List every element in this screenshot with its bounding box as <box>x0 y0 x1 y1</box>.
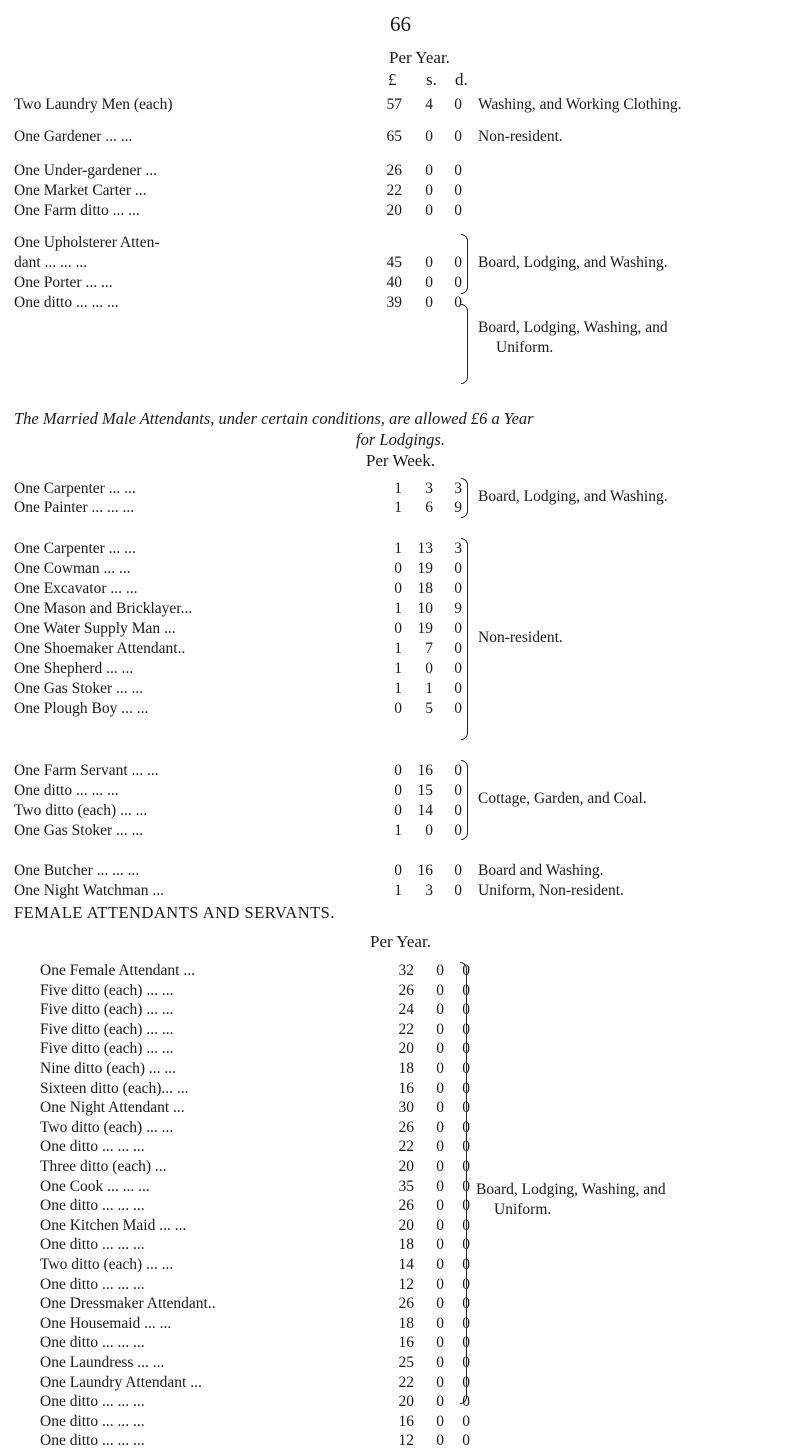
table-row <box>0 274 801 294</box>
row-label: Five ditto (each) ... ... <box>40 1001 174 1019</box>
pence-value: 0 <box>454 862 462 879</box>
pence-value: 9 <box>454 600 462 617</box>
pence-value: 0 <box>454 274 462 291</box>
pence-value: 0 <box>454 782 462 799</box>
pounds-value: 26 <box>398 1118 414 1136</box>
pounds-value: 24 <box>398 1001 414 1019</box>
table-row <box>0 560 801 580</box>
pounds-value: 1 <box>394 640 402 657</box>
pounds-value: 1 <box>394 680 402 697</box>
row-label: One ditto ... ... ... <box>40 1393 145 1411</box>
row-label: Five ditto (each) ... ... <box>40 1020 174 1038</box>
pence-value: 0 <box>462 1079 470 1097</box>
shillings-value: 0 <box>436 1432 444 1450</box>
brace-note: Board, Lodging, Washing, and <box>478 319 668 336</box>
pence-value: 0 <box>462 1412 470 1430</box>
pounds-value: 26 <box>398 1295 414 1313</box>
pence-value: 0 <box>462 1099 470 1117</box>
row-label: One Shoemaker Attendant.. <box>14 640 186 657</box>
pounds-value: 16 <box>398 1412 414 1430</box>
brace <box>461 760 468 840</box>
row-label: One Night Attendant ... <box>40 1099 185 1117</box>
row-label: One Gas Stoker ... ... <box>14 822 144 839</box>
pence-value: 0 <box>462 1177 470 1195</box>
table-row <box>0 1334 801 1354</box>
pounds-value: 20 <box>398 1393 414 1411</box>
table-row <box>0 580 801 600</box>
row-label: One Mason and Bricklayer... <box>14 600 193 617</box>
row-label: Two ditto (each) ... ... <box>40 1256 174 1273</box>
pounds-value: 0 <box>394 862 402 879</box>
female-heading: FEMALE ATTENDANTS AND SERVANTS. <box>14 903 335 922</box>
pence-value: 0 <box>462 1314 470 1332</box>
brace-note: Board, Lodging, and Washing. <box>478 488 668 505</box>
pence-value: 0 <box>462 1393 470 1411</box>
pence-value: 3 <box>454 480 462 497</box>
shillings-value: 0 <box>436 962 444 979</box>
table-row <box>0 202 801 222</box>
per-week-header: Per Week. <box>365 451 436 470</box>
pence-value: 0 <box>462 1001 470 1019</box>
row-label: Two ditto (each) ... ... <box>14 802 148 819</box>
row-label: One ditto ... ... ... <box>40 1197 145 1215</box>
row-note: Uniform, Non-resident. <box>478 882 624 899</box>
shillings-value: 18 <box>417 580 433 597</box>
table-row <box>0 234 801 254</box>
shillings-value: 0 <box>436 1275 444 1293</box>
married-heading-2: for Lodgings. <box>356 430 445 449</box>
shillings-value: 16 <box>417 862 433 879</box>
shillings-value: 0 <box>436 1314 444 1332</box>
shillings-value: 0 <box>436 1099 444 1117</box>
pounds-value: 26 <box>398 1197 414 1215</box>
table-row <box>0 499 801 519</box>
table-row <box>0 480 801 500</box>
shillings-value: 0 <box>436 1158 444 1175</box>
shillings-value: 14 <box>417 802 433 819</box>
row-label: One Kitchen Maid ... ... <box>40 1216 187 1234</box>
row-label: One Carpenter ... ... <box>14 480 136 497</box>
pence-header: d. <box>455 70 468 89</box>
pence-value: 0 <box>462 1197 470 1215</box>
pounds-value: 40 <box>386 274 402 291</box>
pounds-header: £ <box>388 70 397 89</box>
table-row <box>0 1236 801 1256</box>
table-row <box>0 802 801 822</box>
pounds-value: 0 <box>394 700 402 717</box>
pence-value: 0 <box>454 294 462 311</box>
pounds-value: 1 <box>394 499 402 516</box>
shillings-value: 0 <box>436 1295 444 1313</box>
pence-value: 0 <box>454 162 462 179</box>
per-year-header: Per Year. <box>389 48 450 67</box>
row-label: One Female Attendant ... <box>40 962 195 979</box>
table-row <box>0 1119 801 1139</box>
row-label: One ditto ... ... ... <box>14 294 119 311</box>
brace <box>461 538 468 740</box>
brace-note: Cottage, Garden, and Coal. <box>478 790 647 807</box>
shillings-value: 0 <box>436 1060 444 1077</box>
brace <box>460 962 467 1404</box>
pence-value: 0 <box>454 254 462 271</box>
pounds-value: 22 <box>386 182 402 199</box>
brace <box>461 304 468 384</box>
pounds-value: 20 <box>398 1040 414 1058</box>
row-label: Five ditto (each) ... ... <box>40 981 174 999</box>
row-label: One Shepherd ... ... <box>14 660 134 677</box>
shillings-value: 0 <box>436 1177 444 1195</box>
pence-value: 0 <box>462 1275 470 1293</box>
pounds-value: 25 <box>398 1354 414 1371</box>
row-label: One Laundress ... ... <box>40 1354 165 1371</box>
pence-value: 0 <box>454 660 462 677</box>
female-per-year: Per Year. <box>370 932 431 951</box>
table-row <box>0 700 801 720</box>
row-label: One ditto ... ... ... <box>14 782 119 799</box>
pounds-value: 35 <box>398 1177 414 1195</box>
table-row <box>0 1432 801 1452</box>
table-row <box>0 1315 801 1335</box>
table-row <box>0 962 801 982</box>
pounds-value: 39 <box>386 294 402 311</box>
row-label: dant ... ... ... <box>14 254 88 271</box>
pounds-value: 1 <box>394 660 402 677</box>
pounds-value: 65 <box>386 128 402 145</box>
pence-value: 0 <box>462 1354 470 1371</box>
pence-value: 0 <box>454 96 462 113</box>
table-row <box>0 128 801 148</box>
brace <box>461 234 468 294</box>
pounds-value: 14 <box>398 1256 414 1273</box>
shillings-value: 0 <box>436 1020 444 1038</box>
table-row <box>0 1158 801 1178</box>
shillings-value: 0 <box>436 1138 444 1156</box>
pounds-value: 22 <box>398 1020 414 1038</box>
pounds-value: 12 <box>398 1275 414 1293</box>
pence-value: 0 <box>454 882 462 899</box>
row-label: One Plough Boy ... ... <box>14 700 149 717</box>
pence-value: 0 <box>454 680 462 697</box>
row-label: One Under-gardener ... <box>14 162 157 179</box>
table-row <box>0 1374 801 1394</box>
shillings-value: 1 <box>425 680 433 697</box>
table-row <box>0 162 801 182</box>
pence-value: 0 <box>454 762 462 779</box>
pounds-value: 30 <box>398 1099 414 1117</box>
shillings-value: 0 <box>436 1412 444 1430</box>
row-label: One Upholsterer Atten- <box>14 234 160 251</box>
pounds-value: 57 <box>386 96 402 113</box>
pence-value: 0 <box>462 1295 470 1313</box>
table-row <box>0 96 801 116</box>
shillings-value: 15 <box>417 782 433 799</box>
row-label: One ditto ... ... ... <box>40 1334 145 1352</box>
table-row <box>0 1217 801 1237</box>
pence-value: 0 <box>454 182 462 199</box>
table-row <box>0 1256 801 1276</box>
table-row <box>0 254 801 274</box>
pounds-value: 16 <box>398 1334 414 1352</box>
shillings-value: 7 <box>425 640 433 657</box>
shillings-value: 0 <box>425 294 433 311</box>
shillings-value: 0 <box>425 660 433 677</box>
table-row <box>0 782 801 802</box>
pounds-value: 16 <box>398 1079 414 1097</box>
row-label: One Market Carter ... <box>14 182 147 199</box>
pence-value: 0 <box>454 580 462 597</box>
row-label: One Excavator ... ... <box>14 580 138 597</box>
shillings-value: 0 <box>425 254 433 271</box>
table-row <box>0 640 801 660</box>
row-label: Two Laundry Men (each) <box>14 96 173 113</box>
row-label: One Butcher ... ... ... <box>14 862 140 879</box>
shillings-value: 0 <box>436 1040 444 1058</box>
table-row <box>0 294 801 314</box>
shillings-value: 0 <box>436 1334 444 1352</box>
pence-value: 0 <box>462 1373 470 1391</box>
table-row <box>0 600 801 620</box>
pence-value: 0 <box>462 1216 470 1234</box>
pounds-value: 26 <box>386 162 402 179</box>
shillings-value: 5 <box>425 700 433 717</box>
shillings-value: 3 <box>425 480 433 497</box>
shillings-value: 0 <box>436 1079 444 1097</box>
pounds-value: 26 <box>398 981 414 999</box>
page-number: 66 <box>390 12 411 36</box>
row-label: One ditto ... ... ... <box>40 1138 145 1156</box>
shillings-header: s. <box>426 70 437 89</box>
pounds-value: 0 <box>394 782 402 799</box>
pence-value: 0 <box>462 1236 470 1254</box>
shillings-value: 16 <box>417 762 433 779</box>
pounds-value: 20 <box>386 202 402 219</box>
pence-value: 0 <box>462 981 470 999</box>
pence-value: 0 <box>462 1060 470 1077</box>
row-note: Board and Washing. <box>478 862 604 879</box>
row-label: One Farm Servant ... ... <box>14 762 159 779</box>
pounds-value: 0 <box>394 802 402 819</box>
pounds-value: 22 <box>398 1138 414 1156</box>
table-row <box>0 660 801 680</box>
row-label: One ditto ... ... ... <box>40 1275 145 1293</box>
pence-value: 0 <box>454 620 462 637</box>
pounds-value: 20 <box>398 1216 414 1234</box>
pence-value: 0 <box>462 962 470 979</box>
table-row <box>0 982 801 1002</box>
table-row <box>0 1197 801 1217</box>
row-label: One Water Supply Man ... <box>14 620 176 637</box>
row-label: Nine ditto (each) ... ... <box>40 1060 177 1077</box>
row-note: Non-resident. <box>478 128 563 145</box>
shillings-value: 0 <box>436 1197 444 1215</box>
shillings-value: 0 <box>425 182 433 199</box>
brace-note: Uniform. <box>496 339 554 356</box>
row-label: One Farm ditto ... ... <box>14 202 140 219</box>
row-label: One Gas Stoker ... ... <box>14 680 144 697</box>
pounds-value: 20 <box>398 1158 414 1175</box>
pence-value: 0 <box>454 700 462 717</box>
pence-value: 0 <box>454 202 462 219</box>
table-row <box>0 680 801 700</box>
row-label: One Night Watchman ... <box>14 882 164 899</box>
table-row <box>0 1138 801 1158</box>
pounds-value: 0 <box>394 560 402 577</box>
shillings-value: 4 <box>425 96 433 113</box>
row-label: One Carpenter ... ... <box>14 540 136 557</box>
pounds-value: 0 <box>394 762 402 779</box>
pounds-value: 1 <box>394 540 402 557</box>
shillings-value: 0 <box>425 822 433 839</box>
pence-value: 3 <box>454 540 462 557</box>
shillings-value: 19 <box>417 620 433 637</box>
shillings-value: 19 <box>417 560 433 577</box>
pence-value: 9 <box>454 499 462 516</box>
table-row <box>0 1080 801 1100</box>
table-row <box>0 1099 801 1119</box>
pence-value: 0 <box>454 560 462 577</box>
table-row <box>0 762 801 782</box>
row-label: Two ditto (each) ... ... <box>40 1118 174 1136</box>
shillings-value: 0 <box>425 162 433 179</box>
shillings-value: 0 <box>436 1354 444 1371</box>
row-note: Washing, and Working Clothing. <box>478 96 682 113</box>
brace-note: Uniform. <box>494 1201 552 1218</box>
shillings-value: 0 <box>436 1393 444 1411</box>
table-row <box>0 1354 801 1374</box>
shillings-value: 0 <box>436 1236 444 1254</box>
shillings-value: 0 <box>425 202 433 219</box>
row-label: One Painter ... ... ... <box>14 499 135 516</box>
row-label: Sixteen ditto (each)... ... <box>40 1079 189 1097</box>
shillings-value: 0 <box>425 128 433 145</box>
married-heading: The Married Male Attendants, under certain conditions, are allowed £6 a Year <box>14 409 534 428</box>
pounds-value: 32 <box>398 962 414 979</box>
brace-note: Board, Lodging, and Washing. <box>478 254 668 271</box>
table-row <box>0 1040 801 1060</box>
table-row <box>0 620 801 640</box>
brace <box>461 478 468 518</box>
pounds-value: 18 <box>398 1060 414 1077</box>
pence-value: 0 <box>462 1432 470 1450</box>
pence-value: 0 <box>454 128 462 145</box>
pence-value: 0 <box>454 802 462 819</box>
row-label: One Dressmaker Attendant.. <box>40 1295 216 1313</box>
row-label: One ditto ... ... ... <box>40 1432 145 1450</box>
pounds-value: 18 <box>398 1314 414 1332</box>
pounds-value: 1 <box>394 822 402 839</box>
table-row <box>0 882 801 902</box>
shillings-value: 0 <box>436 1216 444 1234</box>
table-row <box>0 1276 801 1296</box>
pence-value: 0 <box>462 1020 470 1038</box>
pence-value: 0 <box>454 822 462 839</box>
pounds-value: 18 <box>398 1236 414 1254</box>
shillings-value: 0 <box>436 1256 444 1273</box>
row-label: One ditto ... ... ... <box>40 1236 145 1254</box>
table-row <box>0 1178 801 1198</box>
table-row <box>0 1295 801 1315</box>
row-label: One Gardener ... ... <box>14 128 133 145</box>
shillings-value: 0 <box>436 1001 444 1019</box>
pounds-value: 45 <box>386 254 402 271</box>
pounds-value: 0 <box>394 580 402 597</box>
table-row <box>0 1393 801 1413</box>
row-label: One Porter ... ... <box>14 274 113 291</box>
pence-value: 0 <box>462 1118 470 1136</box>
brace-note: Non-resident. <box>478 629 563 646</box>
table-row <box>0 1060 801 1080</box>
pounds-value: 1 <box>394 480 402 497</box>
shillings-value: 0 <box>436 1118 444 1136</box>
row-label: Three ditto (each) ... <box>40 1158 167 1175</box>
table-row <box>0 862 801 882</box>
pounds-value: 22 <box>398 1373 414 1391</box>
pence-value: 0 <box>462 1158 470 1175</box>
row-label: One Cook ... ... ... <box>40 1177 150 1195</box>
pounds-value: 0 <box>394 620 402 637</box>
row-label: One Cowman ... ... <box>14 560 131 577</box>
pounds-value: 12 <box>398 1432 414 1450</box>
table-row <box>0 182 801 202</box>
table-row <box>0 1001 801 1021</box>
pence-value: 0 <box>462 1256 470 1273</box>
row-label: One ditto ... ... ... <box>40 1412 145 1430</box>
shillings-value: 3 <box>425 882 433 899</box>
pounds-value: 1 <box>394 600 402 617</box>
brace-note: Board, Lodging, Washing, and <box>476 1181 666 1198</box>
shillings-value: 13 <box>417 540 433 557</box>
shillings-value: 0 <box>436 1373 444 1391</box>
shillings-value: 0 <box>425 274 433 291</box>
table-row <box>0 1021 801 1041</box>
pence-value: 0 <box>462 1040 470 1058</box>
pence-value: 0 <box>462 1334 470 1352</box>
table-row <box>0 822 801 842</box>
pounds-value: 1 <box>394 882 402 899</box>
pence-value: 0 <box>462 1138 470 1156</box>
row-label: Five ditto (each) ... ... <box>40 1040 174 1058</box>
shillings-value: 6 <box>425 499 433 516</box>
pence-value: 0 <box>454 640 462 657</box>
row-label: One Housemaid ... ... <box>40 1314 172 1332</box>
row-label: One Laundry Attendant ... <box>40 1373 202 1391</box>
shillings-value: 10 <box>417 600 433 617</box>
table-row <box>0 540 801 560</box>
shillings-value: 0 <box>436 981 444 999</box>
